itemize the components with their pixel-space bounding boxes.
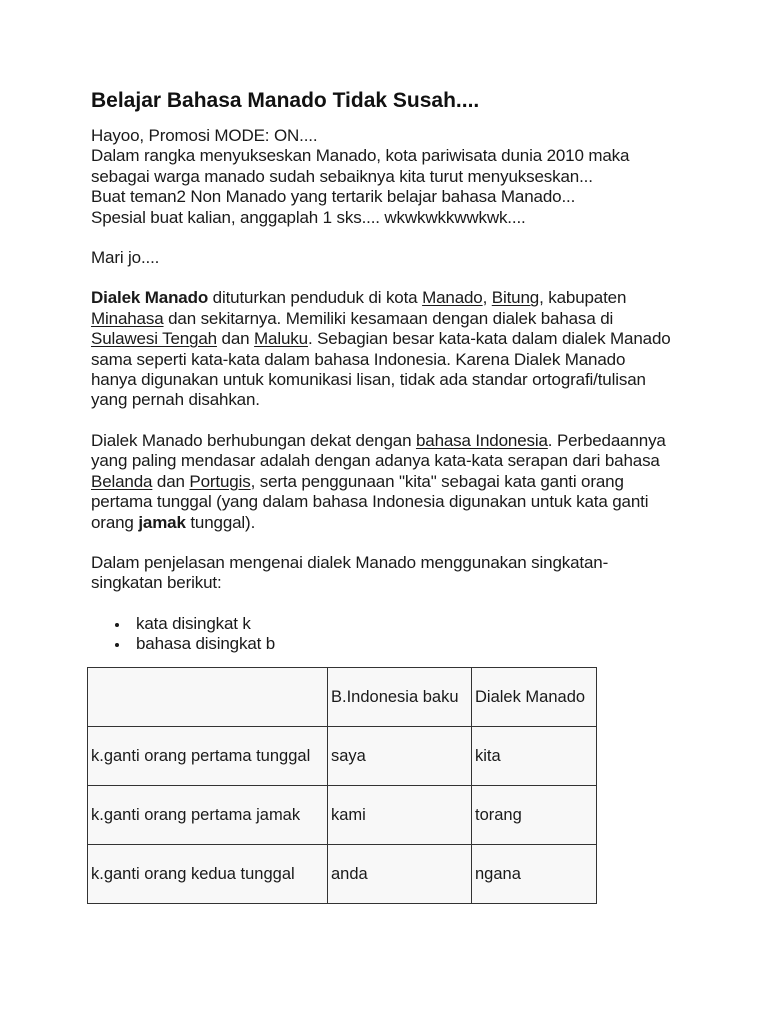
header-cell-manado: Dialek Manado: [472, 668, 597, 727]
paragraph-dialek-manado: [91, 288, 671, 410]
table-header-row: [88, 668, 597, 727]
document-page: [91, 88, 671, 655]
spacer: [91, 533, 671, 553]
pronoun-comparison-table: [87, 667, 597, 904]
text-run: ,: [482, 288, 492, 308]
table-cell: k.ganti orang pertama tunggal: [88, 727, 328, 786]
table-row: [88, 786, 597, 845]
paragraph-singkatan: Dalam penjelasan mengenai dialek Manado menggunakan singkatan-singkatan berikut:: [91, 552, 609, 593]
text-run: dan sekitarnya. Memiliki kesamaan dengan dialek bahasa di: [163, 308, 614, 328]
header-cell-empty: [88, 668, 328, 727]
spacer: [91, 411, 671, 431]
text-run: dan: [152, 471, 190, 491]
table-row: [88, 845, 597, 904]
intro-line-4: Spesial buat kalian, anggaplah 1 sks.... wkwkwkkwwkwk....: [91, 207, 526, 227]
text-run: Dialek Manado berhubungan dekat dengan: [91, 430, 416, 450]
text-run: , kabupaten: [539, 288, 627, 308]
text-run: . Sebagian besar kata-kata dalam dialek Manado sama seperti kata-kata dalam bahasa Indonesia. Karena Dialek Manado hanya digunakan untuk komunikasi lisan, tidak ada standar ortografi/tulisan yang pernah disahkan.: [91, 329, 671, 410]
text-run: , serta penggunaan "kita" sebagai kata ganti orang pertama tunggal (yang dalam bahasa Indonesia digunakan untuk kata ganti orang: [91, 471, 649, 532]
table-cell: saya: [328, 727, 472, 786]
abbreviation-list: [91, 614, 671, 655]
bold-dialek-manado: Dialek Manado: [91, 288, 209, 308]
link-bahasa-indonesia[interactable]: bahasa Indonesia: [415, 430, 548, 450]
table-row: [88, 727, 597, 786]
intro-line-1: Hayoo, Promosi MODE: ON....: [91, 126, 318, 145]
intro-line-3: Buat teman2 Non Manado yang tertarik belajar bahasa Manado...: [91, 187, 576, 207]
spacer: [91, 594, 671, 614]
link-sulawesi-tengah[interactable]: Sulawesi Tengah: [91, 329, 217, 349]
paragraph-hubungan: [91, 431, 671, 533]
header-cell-indonesia: B.Indonesia baku: [328, 668, 472, 727]
bold-jamak: jamak: [138, 512, 186, 532]
link-bitung[interactable]: Bitung: [491, 288, 540, 308]
link-portugis[interactable]: Portugis: [189, 471, 251, 491]
mari-jo-text: Mari jo....: [91, 248, 160, 268]
link-belanda[interactable]: Belanda: [91, 471, 153, 491]
table-cell: kami: [328, 786, 472, 845]
table-cell: ngana: [472, 845, 597, 904]
text-run: dituturkan penduduk di kota: [208, 288, 423, 308]
link-minahasa[interactable]: Minahasa: [91, 308, 164, 328]
list-item: kata disingkat k: [91, 614, 671, 634]
text-run: dan: [216, 329, 255, 349]
link-manado[interactable]: Manado: [422, 288, 483, 308]
spacer: [91, 268, 671, 288]
intro-line-2: Dalam rangka menyukseskan Manado, kota pariwisata dunia 2010 maka sebagai warga manado sudah sebaiknya kita turut menyukseskan...: [91, 146, 630, 186]
table-cell: anda: [328, 845, 472, 904]
table-cell: torang: [472, 786, 597, 845]
table-cell: k.ganti orang kedua tunggal: [88, 845, 328, 904]
page-title: Belajar Bahasa Manado Tidak Susah....: [91, 89, 480, 112]
list-item: bahasa disingkat b: [91, 634, 671, 654]
table-cell: kita: [472, 727, 597, 786]
table-cell: k.ganti orang pertama jamak: [88, 786, 328, 845]
text-run: . Perbedaannya yang paling mendasar adalah dengan adanya kata-kata serapan dari bahasa: [91, 430, 666, 471]
spacer: [91, 228, 671, 248]
text-run: tunggal).: [185, 512, 256, 532]
link-maluku[interactable]: Maluku: [254, 329, 308, 349]
